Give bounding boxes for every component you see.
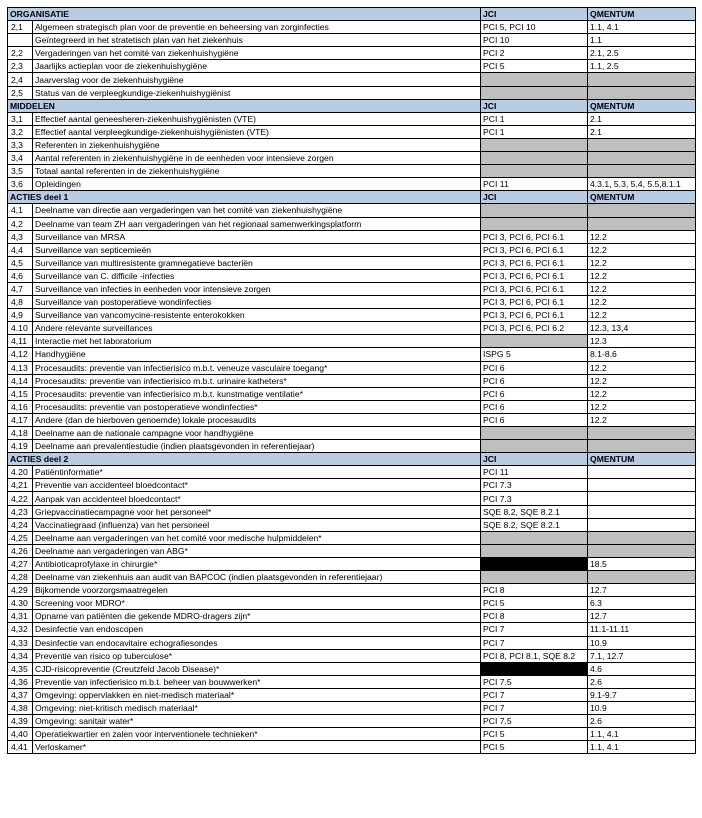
- table-row: [8, 492, 696, 505]
- jci-reference: PCI 8: [481, 584, 588, 597]
- row-description: Preventie van risico op tuberculose*: [33, 649, 481, 662]
- jci-reference: PCI 11: [481, 466, 588, 479]
- row-description: Patiëntinformatie*: [33, 466, 481, 479]
- row-number: 4,35: [8, 662, 33, 675]
- jci-reference: PCI 7: [481, 623, 588, 636]
- row-number: 4,3: [8, 230, 33, 243]
- row-number: 4,27: [8, 557, 33, 570]
- row-description: Deelname van ziekenhuis aan audit van BAPCOC (indien plaatsgevonden in referentiejaar): [33, 571, 481, 584]
- jci-reference: PCI 6: [481, 374, 588, 387]
- row-description: Totaal aantal referenten in de ziekenhuishygiëne: [33, 165, 481, 178]
- row-number: 4,18: [8, 427, 33, 440]
- table-row: [8, 165, 696, 178]
- table-row: [8, 649, 696, 662]
- table-row: [8, 256, 696, 269]
- row-description: Surveillance van MRSA: [33, 230, 481, 243]
- qmentum-reference: 12.2: [588, 296, 696, 309]
- qmentum-reference: 12.2: [588, 230, 696, 243]
- qmentum-column-header: QMENTUM: [588, 8, 696, 21]
- jci-reference: [481, 440, 588, 453]
- row-description: Procesaudits: preventie van infectierisico m.b.t. kunstmatige ventilatie*: [33, 387, 481, 400]
- row-number: 4,21: [8, 479, 33, 492]
- jci-reference: [481, 427, 588, 440]
- qmentum-reference: 7.1, 12.7: [588, 649, 696, 662]
- qmentum-reference: 2.6: [588, 675, 696, 688]
- table-row: [8, 728, 696, 741]
- jci-reference: PCI 6: [481, 387, 588, 400]
- qmentum-reference: [588, 73, 696, 86]
- jci-reference: SQE 8.2, SQE 8.2.1: [481, 505, 588, 518]
- table-row: [8, 387, 696, 400]
- qmentum-reference: 1.1, 4.1: [588, 21, 696, 34]
- qmentum-reference: [588, 440, 696, 453]
- row-number: 4,39: [8, 715, 33, 728]
- jci-reference: PCI 3, PCI 6, PCI 6.1: [481, 256, 588, 269]
- qmentum-column-header: QMENTUM: [588, 99, 696, 112]
- jci-reference: [481, 335, 588, 348]
- row-description: Algemeen strategisch plan voor de preventie en beheersing van zorginfecties: [33, 21, 481, 34]
- qmentum-reference: 12.2: [588, 413, 696, 426]
- accreditation-table: [7, 7, 696, 754]
- row-number: 4,31: [8, 610, 33, 623]
- qmentum-reference: [588, 86, 696, 99]
- jci-reference: [481, 531, 588, 544]
- row-number: 4,5: [8, 256, 33, 269]
- qmentum-reference: 9.1-9.7: [588, 688, 696, 701]
- jci-reference: ISPG 5: [481, 348, 588, 361]
- qmentum-reference: 12.7: [588, 610, 696, 623]
- row-number: 4,17: [8, 413, 33, 426]
- qmentum-reference: 1.1, 2.5: [588, 60, 696, 73]
- row-description: Desinfectie van endocavitaire echografiesondes: [33, 636, 481, 649]
- qmentum-reference: 12.2: [588, 282, 696, 295]
- row-description: Operatiekwartier en zalen voor interventionele technieken*: [33, 728, 481, 741]
- section-title: ORGANISATIE: [8, 8, 481, 21]
- table-row: [8, 701, 696, 714]
- row-description: Aanpak van accidenteel bloedcontact*: [33, 492, 481, 505]
- row-number: 3,2: [8, 125, 33, 138]
- jci-reference: PCI 1: [481, 112, 588, 125]
- qmentum-reference: [588, 518, 696, 531]
- table-row: [8, 479, 696, 492]
- row-description: Desinfectie van endoscopen: [33, 623, 481, 636]
- qmentum-reference: 12.2: [588, 269, 696, 282]
- row-number: 3,4: [8, 152, 33, 165]
- qmentum-reference: 12.3: [588, 335, 696, 348]
- table-row: [8, 505, 696, 518]
- jci-column-header: JCI: [481, 8, 588, 21]
- qmentum-reference: [588, 152, 696, 165]
- table-row: [8, 571, 696, 584]
- table-row: [8, 152, 696, 165]
- jci-reference: PCI 5, PCI 10: [481, 21, 588, 34]
- table-row: [8, 296, 696, 309]
- row-number: 2,4: [8, 73, 33, 86]
- jci-reference: [481, 557, 588, 570]
- row-number: 4,22: [8, 492, 33, 505]
- row-description: Surveillance van multiresistente gramnegatieve bacteriën: [33, 256, 481, 269]
- jci-reference: PCI 6: [481, 400, 588, 413]
- jci-reference: PCI 7.5: [481, 715, 588, 728]
- qmentum-reference: 12.3, 13,4: [588, 322, 696, 335]
- qmentum-reference: 1.1: [588, 34, 696, 47]
- row-description: Andere relevante surveillances: [33, 322, 481, 335]
- table-row: [8, 688, 696, 701]
- qmentum-reference: 1.1, 4.1: [588, 728, 696, 741]
- table-row: [8, 112, 696, 125]
- row-number: 4,6: [8, 269, 33, 282]
- row-description: Deelname van team ZH aan vergaderingen van het regionaal samenwerkingsplatform: [33, 217, 481, 230]
- table-row: [8, 138, 696, 151]
- table-row: [8, 518, 696, 531]
- table-row: [8, 466, 696, 479]
- row-number: 4,14: [8, 374, 33, 387]
- jci-reference: [481, 165, 588, 178]
- table-row: [8, 544, 696, 557]
- section-header-row: [8, 8, 696, 21]
- row-number: 2,3: [8, 60, 33, 73]
- table-row: [8, 309, 696, 322]
- row-description: Procesaudits: preventie van postoperatieve wondinfecties*: [33, 400, 481, 413]
- row-description: Procesaudits: preventie van infectierisico m.b.t. veneuze vasculaire toegang*: [33, 361, 481, 374]
- table-row: [8, 230, 696, 243]
- row-description: Deelname aan vergaderingen van het comité voor medische hulpmiddelen*: [33, 531, 481, 544]
- row-number: 3,5: [8, 165, 33, 178]
- row-number: 3,6: [8, 178, 33, 191]
- row-description: Deelname aan prevalentiestudie (indien plaatsgevonden in referentiejaar): [33, 440, 481, 453]
- row-number: 4,15: [8, 387, 33, 400]
- row-number: 4,4: [8, 243, 33, 256]
- jci-reference: PCI 8, PCI 8.1, SQE 8.2: [481, 649, 588, 662]
- row-number: 4,25: [8, 531, 33, 544]
- row-description: Opleidingen: [33, 178, 481, 191]
- table-row: [8, 243, 696, 256]
- row-description: Geïntegreerd in het stratetisch plan van het ziekenhuis: [33, 34, 481, 47]
- qmentum-reference: 8.1-8.6: [588, 348, 696, 361]
- row-description: Preventie van infectierisico m.b.t. beheer van bouwwerken*: [33, 675, 481, 688]
- row-description: Surveillance van postoperatieve wondinfecties: [33, 296, 481, 309]
- jci-reference: PCI 6: [481, 413, 588, 426]
- jci-reference: PCI 3, PCI 6, PCI 6.2: [481, 322, 588, 335]
- qmentum-reference: [588, 505, 696, 518]
- table-row: [8, 217, 696, 230]
- table-row: [8, 34, 696, 47]
- row-number: 4.20: [8, 466, 33, 479]
- row-number: 4,7: [8, 282, 33, 295]
- jci-reference: PCI 5: [481, 741, 588, 754]
- table-row: [8, 178, 696, 191]
- row-description: Omgeving: niet-kritisch medisch materiaal*: [33, 701, 481, 714]
- table-row: [8, 125, 696, 138]
- row-number: 4,13: [8, 361, 33, 374]
- row-description: Omgeving: oppervlakken en niet-medisch materiaal*: [33, 688, 481, 701]
- jci-reference: [481, 73, 588, 86]
- qmentum-reference: 11.1-11.11: [588, 623, 696, 636]
- row-number: 4,9: [8, 309, 33, 322]
- row-number: 4,1: [8, 204, 33, 217]
- row-number: 4,8: [8, 296, 33, 309]
- table-row: [8, 335, 696, 348]
- table-row: [8, 47, 696, 60]
- qmentum-reference: 12.2: [588, 387, 696, 400]
- qmentum-reference: [588, 427, 696, 440]
- row-description: Referenten in ziekenhuishygiëne: [33, 138, 481, 151]
- row-description: Verloskamer*: [33, 741, 481, 754]
- jci-reference: [481, 217, 588, 230]
- qmentum-reference: 10.9: [588, 636, 696, 649]
- table-row: [8, 557, 696, 570]
- qmentum-reference: 12.2: [588, 309, 696, 322]
- table-row: [8, 427, 696, 440]
- jci-reference: PCI 3, PCI 6, PCI 6.1: [481, 269, 588, 282]
- jci-reference: PCI 5: [481, 597, 588, 610]
- table-row: [8, 584, 696, 597]
- qmentum-column-header: QMENTUM: [588, 453, 696, 466]
- qmentum-reference: 2.6: [588, 715, 696, 728]
- section-header-row: [8, 453, 696, 466]
- row-description: Effectief aantal geneesheren-ziekenhuishygiënisten (VTE): [33, 112, 481, 125]
- row-description: Aantal referenten in ziekenhuishygiëne in de eenheden voor intensieve zorgen: [33, 152, 481, 165]
- jci-reference: PCI 1: [481, 125, 588, 138]
- table-row: [8, 597, 696, 610]
- row-number: 4,23: [8, 505, 33, 518]
- row-description: Griepvaccinatiecampagne voor het personeel*: [33, 505, 481, 518]
- row-number: 4,2: [8, 217, 33, 230]
- jci-reference: PCI 7.3: [481, 479, 588, 492]
- row-description: Handhygiëne: [33, 348, 481, 361]
- row-description: Andere (dan de hierboven genoemde) lokale procesaudits: [33, 413, 481, 426]
- jci-reference: PCI 3, PCI 6, PCI 6.1: [481, 309, 588, 322]
- table-row: [8, 636, 696, 649]
- section-title: ACTIES deel 2: [8, 453, 481, 466]
- jci-reference: PCI 5: [481, 60, 588, 73]
- jci-reference: PCI 2: [481, 47, 588, 60]
- table-row: [8, 322, 696, 335]
- row-description: Surveillance van vancomycine-resistente enterokokken: [33, 309, 481, 322]
- row-description: Omgeving: sanitair water*: [33, 715, 481, 728]
- table-row: [8, 662, 696, 675]
- jci-reference: [481, 544, 588, 557]
- table-row: [8, 675, 696, 688]
- jci-reference: PCI 5: [481, 728, 588, 741]
- qmentum-reference: 2.1, 2.5: [588, 47, 696, 60]
- row-description: Screening voor MDRO*: [33, 597, 481, 610]
- qmentum-reference: 4.3.1, 5.3, 5.4, 5.5,8.1.1: [588, 178, 696, 191]
- row-description: Preventie van accidenteel bloedcontact*: [33, 479, 481, 492]
- table-body: [8, 8, 696, 754]
- jci-reference: PCI 7.3: [481, 492, 588, 505]
- row-description: Vaccinatiegraad (influenza) van het personeel: [33, 518, 481, 531]
- row-description: CJD-risicopreventie (Creutzfeld Jacob Disease)*: [33, 662, 481, 675]
- jci-reference: [481, 86, 588, 99]
- jci-reference: PCI 3, PCI 6, PCI 6.1: [481, 296, 588, 309]
- table-row: [8, 531, 696, 544]
- jci-reference: PCI 3, PCI 6, PCI 6.1: [481, 230, 588, 243]
- table-row: [8, 413, 696, 426]
- qmentum-reference: [588, 492, 696, 505]
- qmentum-reference: [588, 544, 696, 557]
- jci-reference: [481, 152, 588, 165]
- qmentum-reference: 12.2: [588, 243, 696, 256]
- row-number: 4.10: [8, 322, 33, 335]
- table-row: [8, 282, 696, 295]
- table-row: [8, 361, 696, 374]
- qmentum-reference: 4.6: [588, 662, 696, 675]
- row-description: Jaarlijks actieplan voor de ziekenhuishygiëne: [33, 60, 481, 73]
- row-number: 4,40: [8, 728, 33, 741]
- row-description: Procesaudits: preventie van infectierisico m.b.t. urinaire katheters*: [33, 374, 481, 387]
- row-number: [8, 34, 33, 47]
- row-description: Surveillance van septicemieën: [33, 243, 481, 256]
- table-row: [8, 86, 696, 99]
- table-row: [8, 623, 696, 636]
- jci-reference: [481, 204, 588, 217]
- table-row: [8, 269, 696, 282]
- qmentum-reference: 6.3: [588, 597, 696, 610]
- row-number: 4,37: [8, 688, 33, 701]
- qmentum-reference: 12.2: [588, 361, 696, 374]
- qmentum-reference: [588, 217, 696, 230]
- row-description: Deelname aan de nationale campagne voor handhygiëne: [33, 427, 481, 440]
- qmentum-reference: 2.1: [588, 125, 696, 138]
- qmentum-reference: 18.5: [588, 557, 696, 570]
- table-row: [8, 715, 696, 728]
- jci-reference: PCI 7: [481, 636, 588, 649]
- qmentum-reference: 12.2: [588, 374, 696, 387]
- row-number: 4,19: [8, 440, 33, 453]
- qmentum-reference: 12.2: [588, 400, 696, 413]
- qmentum-reference: 12.2: [588, 256, 696, 269]
- row-description: Surveillance van infecties in eenheden voor intensieve zorgen: [33, 282, 481, 295]
- document-page: [7, 7, 695, 754]
- qmentum-reference: [588, 571, 696, 584]
- qmentum-reference: 1.1, 4.1: [588, 741, 696, 754]
- table-row: [8, 204, 696, 217]
- qmentum-column-header: QMENTUM: [588, 191, 696, 204]
- table-row: [8, 440, 696, 453]
- row-number: 4,33: [8, 636, 33, 649]
- jci-reference: PCI 7: [481, 688, 588, 701]
- row-number: 4,12: [8, 348, 33, 361]
- row-description: Effectief aantal verpleegkundige-ziekenhuishygiënisten (VTE): [33, 125, 481, 138]
- qmentum-reference: [588, 479, 696, 492]
- row-description: Status van de verpleegkundige-ziekenhuishygiënist: [33, 86, 481, 99]
- row-number: 3,3: [8, 138, 33, 151]
- table-row: [8, 400, 696, 413]
- qmentum-reference: [588, 204, 696, 217]
- row-description: Antibioticaprofylaxe in chirurgie*: [33, 557, 481, 570]
- jci-reference: [481, 571, 588, 584]
- row-number: 2,5: [8, 86, 33, 99]
- row-description: Surveillance van C. difficile -infecties: [33, 269, 481, 282]
- row-description: Deelname van directie aan vergaderingen van het comité van ziekenhuishygiëne: [33, 204, 481, 217]
- row-number: 4,16: [8, 400, 33, 413]
- row-description: Bijkomende voorzorgsmaatregelen: [33, 584, 481, 597]
- qmentum-reference: [588, 165, 696, 178]
- row-number: 3,1: [8, 112, 33, 125]
- row-description: Opname van patiënten die gekende MDRO-dragers zijn*: [33, 610, 481, 623]
- table-row: [8, 21, 696, 34]
- jci-column-header: JCI: [481, 99, 588, 112]
- table-row: [8, 610, 696, 623]
- jci-reference: PCI 10: [481, 34, 588, 47]
- row-number: 4,41: [8, 741, 33, 754]
- row-number: 4,28: [8, 571, 33, 584]
- row-number: 2,1: [8, 21, 33, 34]
- qmentum-reference: [588, 531, 696, 544]
- table-row: [8, 73, 696, 86]
- jci-reference: [481, 138, 588, 151]
- qmentum-reference: [588, 466, 696, 479]
- row-description: Jaarverslag voor de ziekenhuishygiëne: [33, 73, 481, 86]
- row-number: 2,2: [8, 47, 33, 60]
- jci-reference: SQE 8.2, SQE 8.2.1: [481, 518, 588, 531]
- row-number: 4,11: [8, 335, 33, 348]
- jci-column-header: JCI: [481, 191, 588, 204]
- jci-reference: PCI 11: [481, 178, 588, 191]
- row-number: 4,26: [8, 544, 33, 557]
- jci-reference: PCI 3, PCI 6, PCI 6.1: [481, 243, 588, 256]
- row-number: 4.30: [8, 597, 33, 610]
- section-header-row: [8, 99, 696, 112]
- section-title: ACTIES deel 1: [8, 191, 481, 204]
- table-row: [8, 60, 696, 73]
- section-title: MIDDELEN: [8, 99, 481, 112]
- row-number: 4,38: [8, 701, 33, 714]
- table-row: [8, 348, 696, 361]
- jci-reference: PCI 3, PCI 6, PCI 6.1: [481, 282, 588, 295]
- jci-reference: PCI 8: [481, 610, 588, 623]
- row-description: Deelname aan vergaderingen van ABG*: [33, 544, 481, 557]
- row-description: Vergaderingen van het comité van ziekenhuishygiëne: [33, 47, 481, 60]
- row-number: 4,32: [8, 623, 33, 636]
- jci-reference: PCI 6: [481, 361, 588, 374]
- jci-reference: PCI 7.5: [481, 675, 588, 688]
- qmentum-reference: 2.1: [588, 112, 696, 125]
- jci-reference: PCI 7: [481, 701, 588, 714]
- jci-reference: [481, 662, 588, 675]
- qmentum-reference: 10.9: [588, 701, 696, 714]
- qmentum-reference: 12.7: [588, 584, 696, 597]
- table-row: [8, 741, 696, 754]
- section-header-row: [8, 191, 696, 204]
- row-number: 4,36: [8, 675, 33, 688]
- row-description: Interactie met het laboratorium: [33, 335, 481, 348]
- row-number: 4,24: [8, 518, 33, 531]
- row-number: 4,34: [8, 649, 33, 662]
- jci-column-header: JCI: [481, 453, 588, 466]
- row-number: 4,29: [8, 584, 33, 597]
- qmentum-reference: [588, 138, 696, 151]
- table-row: [8, 374, 696, 387]
